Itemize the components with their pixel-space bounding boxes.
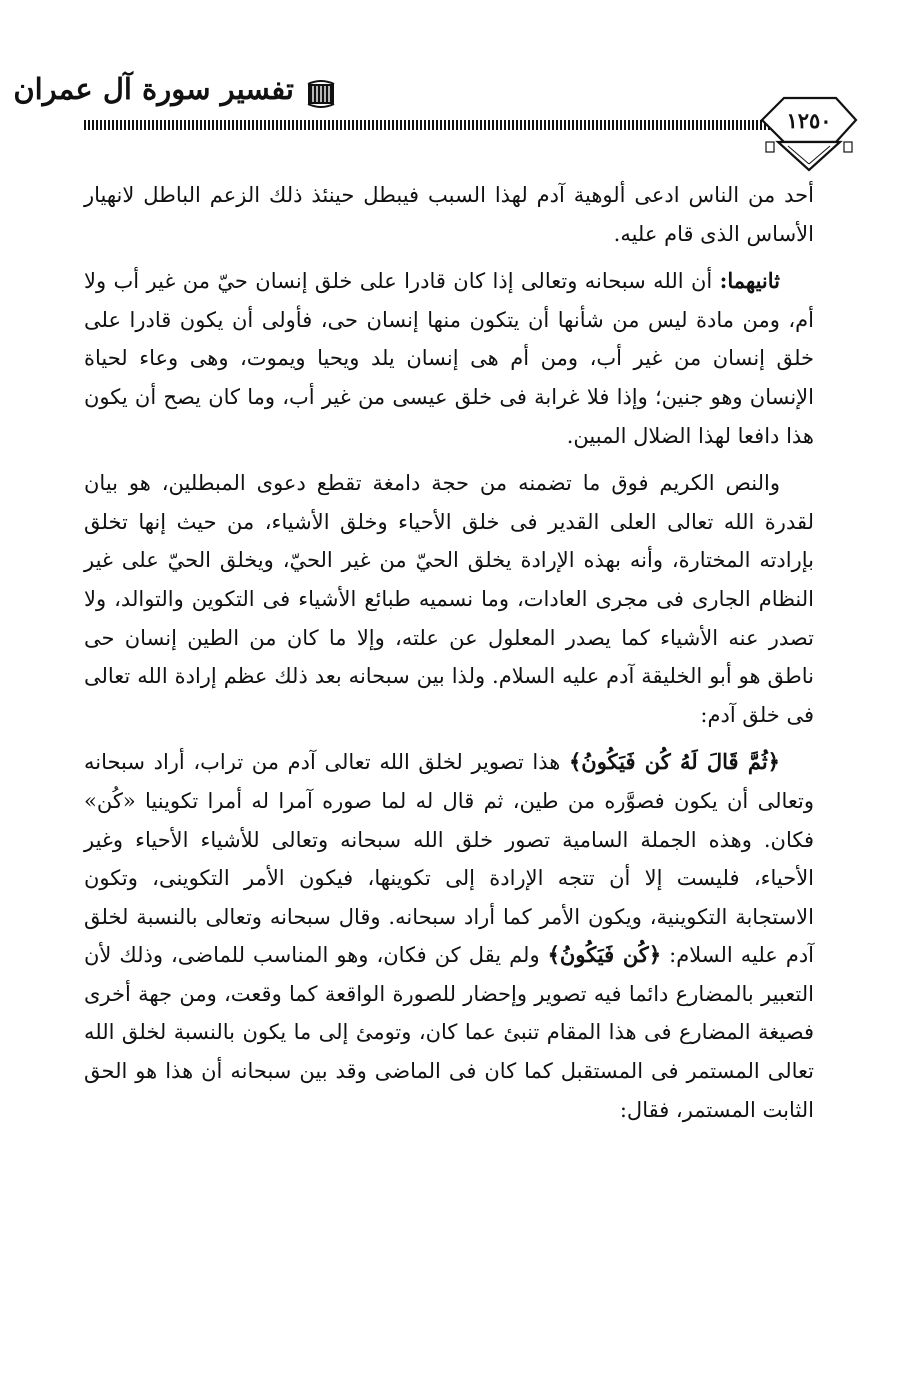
- page-header-title: تفسير سورة آل عمران: [13, 72, 294, 106]
- quran-bracket-close: ﴾: [568, 749, 582, 775]
- paragraph: [84, 262, 814, 455]
- page-number-badge: [758, 90, 860, 176]
- quran-verse: ثُمَّ قَالَ لَهُ كُن فَيَكُونُ: [581, 749, 768, 775]
- book-ornament-icon: [306, 80, 336, 108]
- quran-bracket-close: ﴾: [547, 942, 560, 968]
- paragraph-text: هذا تصوير لخلق الله تعالى آدم من تراب، أراد سبحانه وتعالى أن يكون فصوَّره من طين، ثم قال له لما صوره آمرا له أمرا تكوينيا «كُن» فكان. وهذه الجملة السامية تصور خلق الله سبحانه وتعالى للأشياء الأحياء وغير الأحياء، فليست إلا أن تتجه الإرادة إلى تكوينها، فيكون الأمر التكوينى، وتكون الاستجابة التكوينية، ويكون الأمر كما أراد سبحانه. وقال سبحانه وتعالى بالنسبة لخلق آدم عليه السلام:: [84, 750, 815, 968]
- page-number: ١٢٥٠: [786, 108, 832, 133]
- quran-bracket-open: ﴿: [648, 942, 662, 968]
- paragraph-lead: ثانيهما:: [719, 268, 780, 294]
- header-rule: [84, 120, 772, 130]
- paragraph-text: والنص الكريم فوق ما تضمنه من حجة دامغة تقطع دعوى المبطلين، هو بيان لقدرة الله تعالى العلى القدير فى خلق الأحياء وخلق الأشياء، من حيث إنها تخلق بإرادته المختارة، وأنه بهذه الإرادة يخلق الحيّ من غير الحيّ، ويخلق الحيّ على غير النظام الجارى فى مجرى العادات، وما نسميه طبائع الأشياء فى التكوين والتوالد، ولا تصدر عنه الأشياء كما يصدر المعلول عن علته، وإلا ما كان من الطين إنسان حى ناطق هو أبو الخليقة آدم عليه السلام. ولذا بين سبحانه بعد ذلك عظم إرادة الله تعالى فى خلق آدم:: [84, 471, 814, 727]
- paragraph: [84, 176, 814, 253]
- paragraph-text: ولم يقل كن فكان، وهو المناسب للماضى، وذلك لأن التعبير بالمضارع دائما فيه تصوير وإحضار للصورة الواقعة كما وقعت، ومن جهة أخرى فصيغة المضارع فى هذا المقام تنبئ عما كان، وتومئ إلى ما يكون بالنسبة لخلق الله تعالى المستمر فى المستقبل كما كان فى الماضى وقد بين سبحانه أن هذا هو الحق الثابت المستمر، فقال:: [84, 943, 814, 1122]
- paragraph-text: أن الله سبحانه وتعالى إذا كان قادرا على خلق إنسان حيّ من غير أب ولا أم، ومن مادة ليس من شأنها أن يتكون منها إنسان حى، فأولى أن يكون قادرا على خلق إنسان من غير أب، ومن أم هى إنسان يلد ويحيا ويموت، وهى وعاء لحياة الإنسان وهو جنين؛ وإذا فلا غرابة فى خلق عيسى من غير أب، وما كان يصح أن يكون هذا دافعا لهذا الضلال المبين.: [84, 269, 814, 448]
- quran-verse: كُن فَيَكُونُ: [559, 942, 649, 968]
- paragraph-text: أحد من الناس ادعى ألوهية آدم لهذا السبب فيبطل حينئذ ذلك الزعم الباطل لانهيار الأساس الذى قام عليه.: [84, 183, 814, 246]
- paragraph: [84, 743, 814, 1129]
- quran-bracket-open: ﴿: [767, 749, 780, 775]
- page-body: [84, 176, 814, 1138]
- paragraph: [84, 464, 814, 734]
